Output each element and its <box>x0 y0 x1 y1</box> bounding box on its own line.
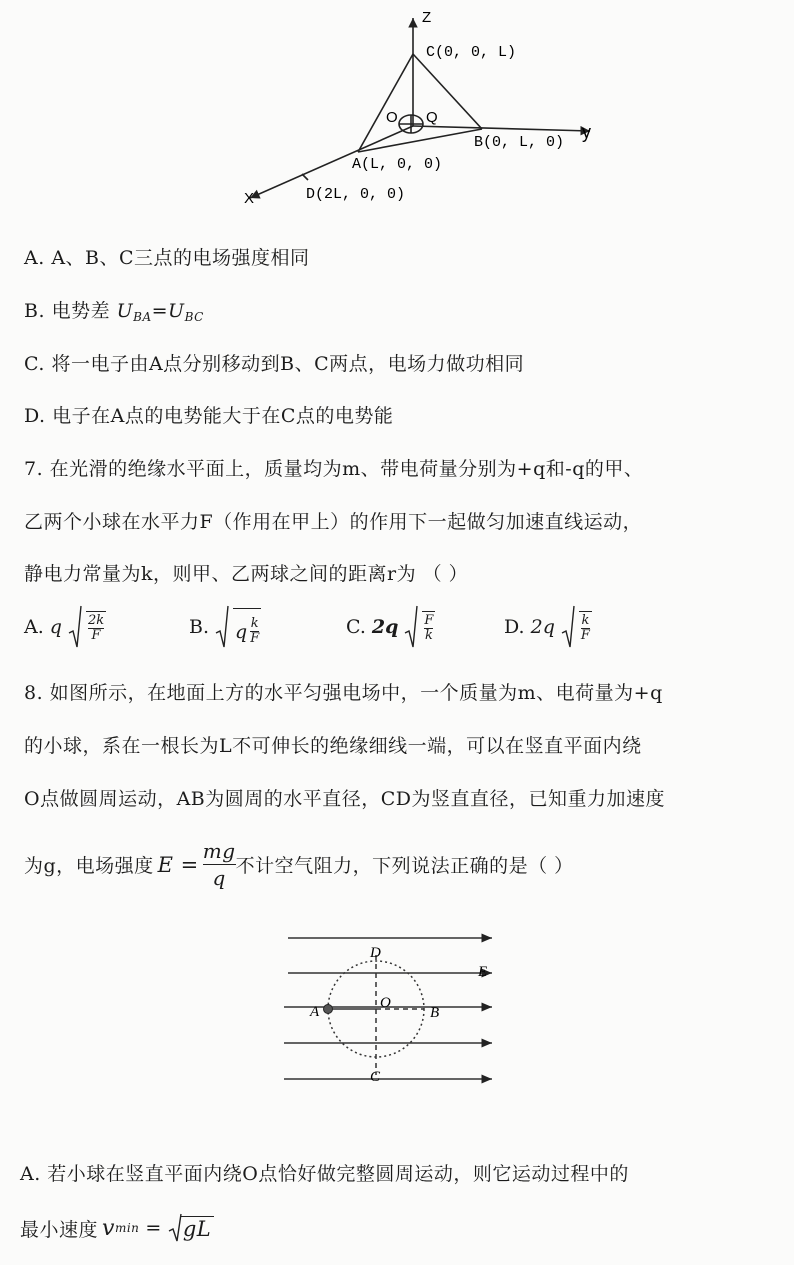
label-o: O <box>380 995 391 1011</box>
q6-option-d: D. 电子在A点的电势能大于在C点的电势能 <box>24 405 394 427</box>
sqrt-icon <box>215 605 229 649</box>
q7-option-a: A. q $\frac{2k}{F}$ <box>24 605 106 649</box>
q8-option-a-line-1: A. 若小球在竖直平面内绕O点恰好做完整圆周运动，则它运动过程中的 <box>20 1163 629 1185</box>
label-a: A <box>310 1004 320 1020</box>
q8-line-2: 的小球，系在一根长为L不可伸长的绝缘细线一端，可以在竖直平面内绕 <box>24 735 642 757</box>
y-axis <box>413 126 590 131</box>
q6-option-c: C. 将一电子由A点分别移动到B、C两点，电场力做功相同 <box>24 353 525 375</box>
axis-x-label: X <box>244 190 255 207</box>
coordinate-diagram <box>230 6 610 216</box>
q7-option-c: C. 2q $\frac{F}{k}$ <box>346 605 435 649</box>
ball-a <box>324 1005 333 1014</box>
sqrt-icon <box>68 605 82 649</box>
point-d-label: D(2L, 0, 0) <box>306 186 406 203</box>
edge-cb <box>413 54 482 129</box>
sqrt-icon <box>404 605 418 649</box>
q7-line-2: 乙两个小球在水平力F（作用在甲上）的作用下一起做匀加速直线运动， <box>24 511 643 533</box>
edge-ab <box>358 129 482 152</box>
axis-z-label: Z <box>422 9 432 26</box>
q6-option-b: B. 电势差 $U_{BA}=U_{BC}$ <box>24 300 204 324</box>
q7-option-d: D. 2q $\frac{k}{F}$ <box>504 605 592 649</box>
point-a-label: A(L, 0, 0) <box>352 156 443 173</box>
point-b-label: B(0, L, 0) <box>474 134 565 151</box>
q8-line-3: O点做圆周运动，AB为圆周的水平直径，CD为竖直直径，已知重力加速度 <box>24 788 666 810</box>
q6-option-a: A. A、B、C三点的电场强度相同 <box>24 247 310 269</box>
charge-q-label: Q <box>426 109 438 126</box>
q8-line-1: 8. 如图所示，在地面上方的水平匀强电场中，一个质量为m、电荷量为+q <box>24 682 663 704</box>
label-b: B <box>430 1005 440 1021</box>
q7-options <box>24 605 764 665</box>
axis-y-label: y <box>582 122 591 142</box>
q8-line-4: 为g，电场强度 E = mg q 不计空气阻力，下列说法正确的是（ ） <box>24 839 574 890</box>
q8-option-a-line-2: 最小速度 v min = gL <box>20 1213 214 1243</box>
q7-line-1: 7. 在光滑的绝缘水平面上，质量均为m、带电荷量分别为+q和-q的甲、 <box>24 458 644 480</box>
field-circle-diagram <box>270 925 510 1095</box>
label-c: C <box>370 1069 381 1085</box>
sqrt-icon <box>561 605 575 649</box>
label-d: D <box>370 945 381 961</box>
q7-option-b: B. q $\frac{k}{F}$ <box>189 605 261 649</box>
point-c-label: C(0, 0, L) <box>426 44 517 61</box>
point-o-label: O <box>386 109 398 126</box>
q7-line-3: 静电力常量为k，则甲、乙两球之间的距离r为 （ ） <box>24 563 469 585</box>
field-fraction: mg q <box>202 839 236 890</box>
label-e: E <box>478 964 488 980</box>
